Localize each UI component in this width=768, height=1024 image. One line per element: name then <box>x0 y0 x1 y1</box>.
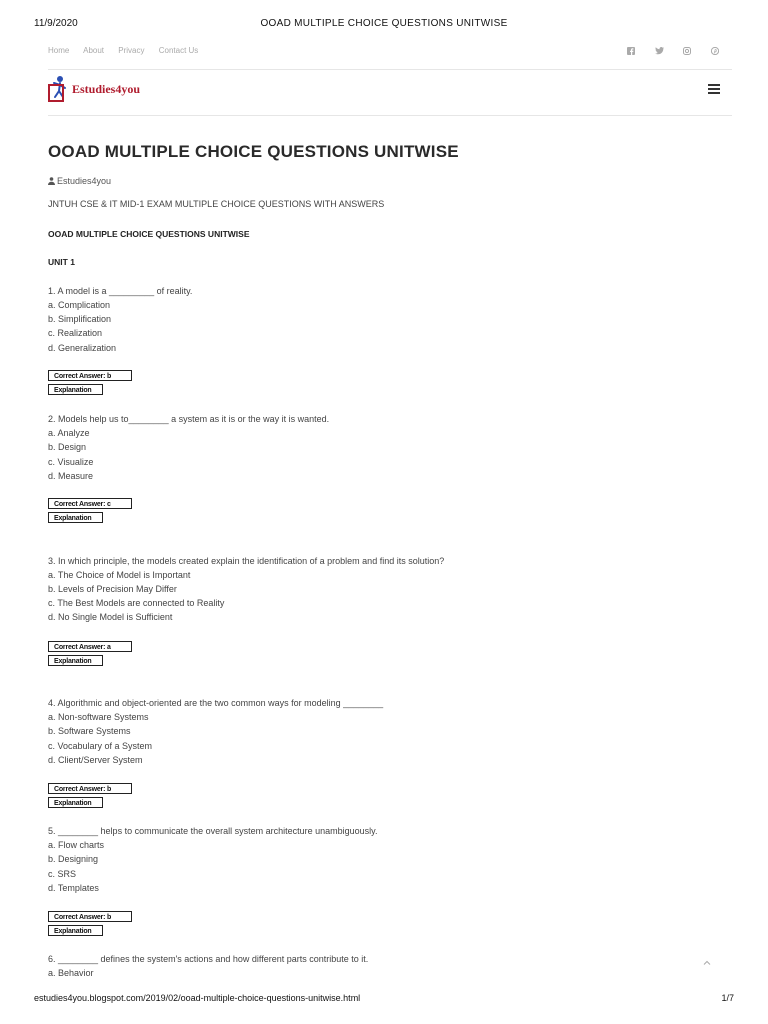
option: d. No Single Model is Sufficient <box>48 612 173 622</box>
nav-privacy-link[interactable]: Privacy <box>118 46 145 55</box>
question-4: 4. Algorithmic and object-oriented are the two common ways for modeling ________ <box>48 698 384 708</box>
option: a. The Choice of Model is Important <box>48 570 191 580</box>
question-1: 1. A model is a _________ of reality. <box>48 286 193 296</box>
social-links <box>626 46 720 56</box>
option: b. Simplification <box>48 314 112 324</box>
option: a. Behavior <box>48 968 94 978</box>
print-header <box>0 18 768 32</box>
option: b. Levels of Precision May Differ <box>48 584 177 594</box>
option: c. The Best Models are connected to Reality <box>48 598 225 608</box>
question-2: 2. Models help us to________ a system as it is or the way it is wanted. <box>48 414 330 424</box>
question-6: 6. ________ defines the system's actions and how different parts contribute to it. <box>48 954 369 964</box>
option: a. Non-software Systems <box>48 712 149 722</box>
hamburger-menu-icon[interactable] <box>708 84 720 96</box>
correct-answer-button[interactable]: Correct Answer: b <box>48 370 132 381</box>
correct-answer-button[interactable]: Correct Answer: a <box>48 641 132 652</box>
post-intro: JNTUH CSE & IT MID-1 EXAM MULTIPLE CHOICE QUESTIONS WITH ANSWERS <box>48 199 385 209</box>
print-date: 11/9/2020 <box>34 18 78 29</box>
option: b. Design <box>48 442 87 452</box>
explanation-button[interactable]: Explanation <box>48 512 103 523</box>
option: b. Designing <box>48 854 99 864</box>
question-3: 3. In which principle, the models created explain the identification of a problem and find its solution? <box>48 556 445 566</box>
option: d. Templates <box>48 883 99 893</box>
option: a. Complication <box>48 300 111 310</box>
option: c. Vocabulary of a System <box>48 741 153 751</box>
nav-contact-link[interactable]: Contact Us <box>158 46 199 55</box>
print-page-number: 1/7 <box>721 993 734 1003</box>
nav-home-link[interactable]: Home <box>48 46 70 55</box>
option: d. Client/Server System <box>48 755 143 765</box>
correct-answer-button[interactable]: Correct Answer: b <box>48 911 132 922</box>
post-title: OOAD MULTIPLE CHOICE QUESTIONS UNITWISE <box>48 142 459 161</box>
nav-divider <box>48 69 732 70</box>
option: c. Realization <box>48 328 103 338</box>
question-5: 5. ________ helps to communicate the overall system architecture unambiguously. <box>48 826 378 836</box>
correct-answer-button[interactable]: Correct Answer: c <box>48 498 132 509</box>
correct-answer-button[interactable]: Correct Answer: b <box>48 783 132 794</box>
explanation-button[interactable]: Explanation <box>48 384 103 395</box>
option: c. SRS <box>48 869 77 879</box>
nav-about-link[interactable]: About <box>83 46 105 55</box>
option: d. Measure <box>48 471 94 481</box>
option: a. Analyze <box>48 428 90 438</box>
post-author[interactable] <box>48 176 111 186</box>
unit-heading: UNIT 1 <box>48 257 75 267</box>
pinterest-icon[interactable] <box>710 46 720 56</box>
author-name: Estudies4you <box>57 176 112 186</box>
section-title: OOAD MULTIPLE CHOICE QUESTIONS UNITWISE <box>48 229 250 239</box>
print-footer <box>34 993 734 1003</box>
explanation-button[interactable]: Explanation <box>48 655 103 666</box>
option: c. Visualize <box>48 457 94 467</box>
instagram-icon[interactable] <box>682 46 692 56</box>
option: d. Generalization <box>48 343 117 353</box>
user-icon <box>48 177 55 185</box>
site-logo[interactable] <box>48 74 140 104</box>
print-url: estudies4you.blogspot.com/2019/02/ooad-multiple-choice-questions-unitwise.html <box>34 993 361 1003</box>
brand-name: Estudies4you <box>72 81 141 96</box>
header-divider <box>48 115 732 116</box>
logo-figure-icon <box>48 75 68 103</box>
top-nav <box>48 46 720 60</box>
option: a. Flow charts <box>48 840 105 850</box>
scroll-to-top-icon[interactable] <box>702 955 712 965</box>
explanation-button[interactable]: Explanation <box>48 797 103 808</box>
print-title: OOAD MULTIPLE CHOICE QUESTIONS UNITWISE <box>260 18 508 29</box>
option: b. Software Systems <box>48 726 131 736</box>
twitter-icon[interactable] <box>654 46 664 56</box>
explanation-button[interactable]: Explanation <box>48 925 103 936</box>
facebook-icon[interactable] <box>626 46 636 56</box>
